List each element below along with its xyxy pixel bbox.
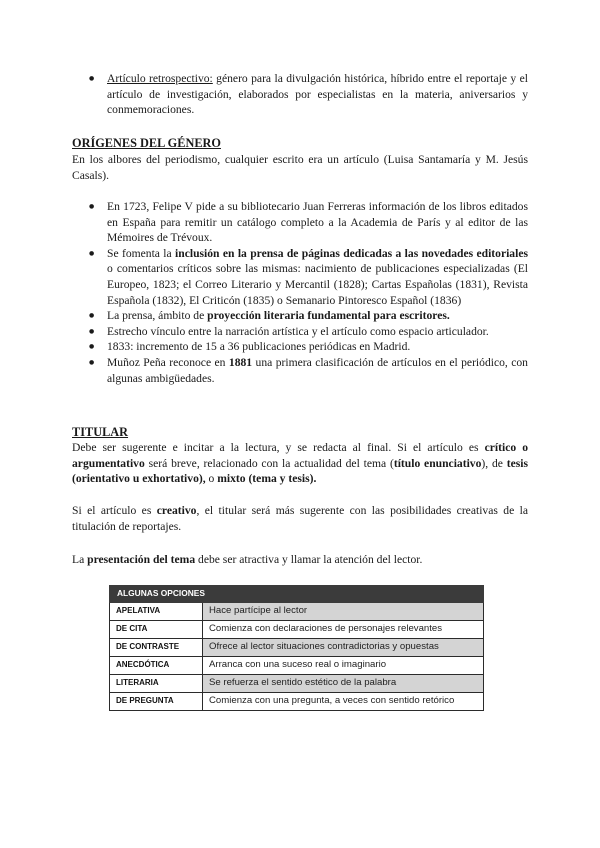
table-row [110,620,484,638]
table-row [110,692,484,710]
titular-paragraph-3: La presentación del tema debe ser atractiva y llamar la atención del lector. [72,553,423,566]
list-item: ● Estrecho vínculo entre la narración artística y el artículo como espacio articulador. [72,324,528,340]
option-description: Comienza con declaraciones de personajes relevantes [203,620,484,638]
option-name: DE PREGUNTA [110,692,203,710]
list-item: ● Se fomenta la inclusión en la prensa de páginas dedicadas a las novedades editoriales o comentarios críticos sobre las mismas: nacimiento de publicaciones especializadas (El Europeo, 1823; el Correo Literario y Mercantil (1828); Cartas Españolas (1831), Revista Española (1832), El Criticón (1835) o Semanario Pintoresco Español (1836) [72,246,528,308]
titular-paragraph-1: Debe ser sugerente e incitar a la lectura, y se redacta al final. Si el artículo es crítico o argumentativo será breve, relacionado con la actualidad del tema (título enunciativo), de tesis (orientativo u exhortativo), o mixto (tema y tesis). [72,441,529,486]
section-heading-origenes: ORÍGENES DEL GÉNERO [72,136,221,150]
titular-paragraph-2: Si el artículo es creativo, el titular será más sugerente con las posibilidades creativas de la titulación de reportajes. [72,504,528,533]
origenes-bullet-list [72,199,528,386]
term-label: Artículo retrospectivo: [107,72,213,85]
option-description: Se refuerza el sentido estético de la palabra [203,674,484,692]
origenes-intro-paragraph: En los albores del periodismo, cualquier escrito era un artículo (Luisa Santamaría y M. Jesús Casals). [72,153,528,182]
list-item: ● 1833: incremento de 15 a 36 publicaciones periódicas en Madrid. [72,339,528,355]
table-header: ALGUNAS OPCIONES [110,586,484,603]
option-name: LITERARIA [110,674,203,692]
option-description: Arranca con una suceso real o imaginario [203,656,484,674]
section-heading-titular: TITULAR [72,425,129,439]
list-item: ● En 1723, Felipe V pide a su bibliotecario Juan Ferreras información de los libros editados en España para remitir un catálogo completo a la Academia de París y al editor de las Mémoires de Trévoux. [72,199,528,246]
option-name: ANECDÓTICA [110,656,203,674]
retrospective-bullet-list [72,71,528,118]
option-description: Ofrece al lector situaciones contradictorias y opuestas [203,638,484,656]
table-row [110,656,484,674]
table-row [110,602,484,620]
option-description: Comienza con una pregunta, a veces con sentido retórico [203,692,484,710]
option-name: DE CONTRASTE [110,638,203,656]
options-table [109,585,484,711]
option-name: APELATIVA [110,602,203,620]
option-description: Hace partícipe al lector [203,602,484,620]
option-name: DE CITA [110,620,203,638]
list-item: ● Muñoz Peña reconoce en 1881 una primera clasificación de artículos en el periódico, con algunas ambigüedades. [72,355,528,386]
table-header-row [110,586,484,603]
table-row [110,638,484,656]
list-item: ● Artículo retrospectivo: género para la divulgación histórica, híbrido entre el reportaje y el artículo de investigación, elaborados por especialistas en la materia, aniversarios y conmemoraciones. [72,71,528,118]
table-row [110,674,484,692]
list-item: ● La prensa, ámbito de proyección literaria fundamental para escritores. [72,308,528,324]
